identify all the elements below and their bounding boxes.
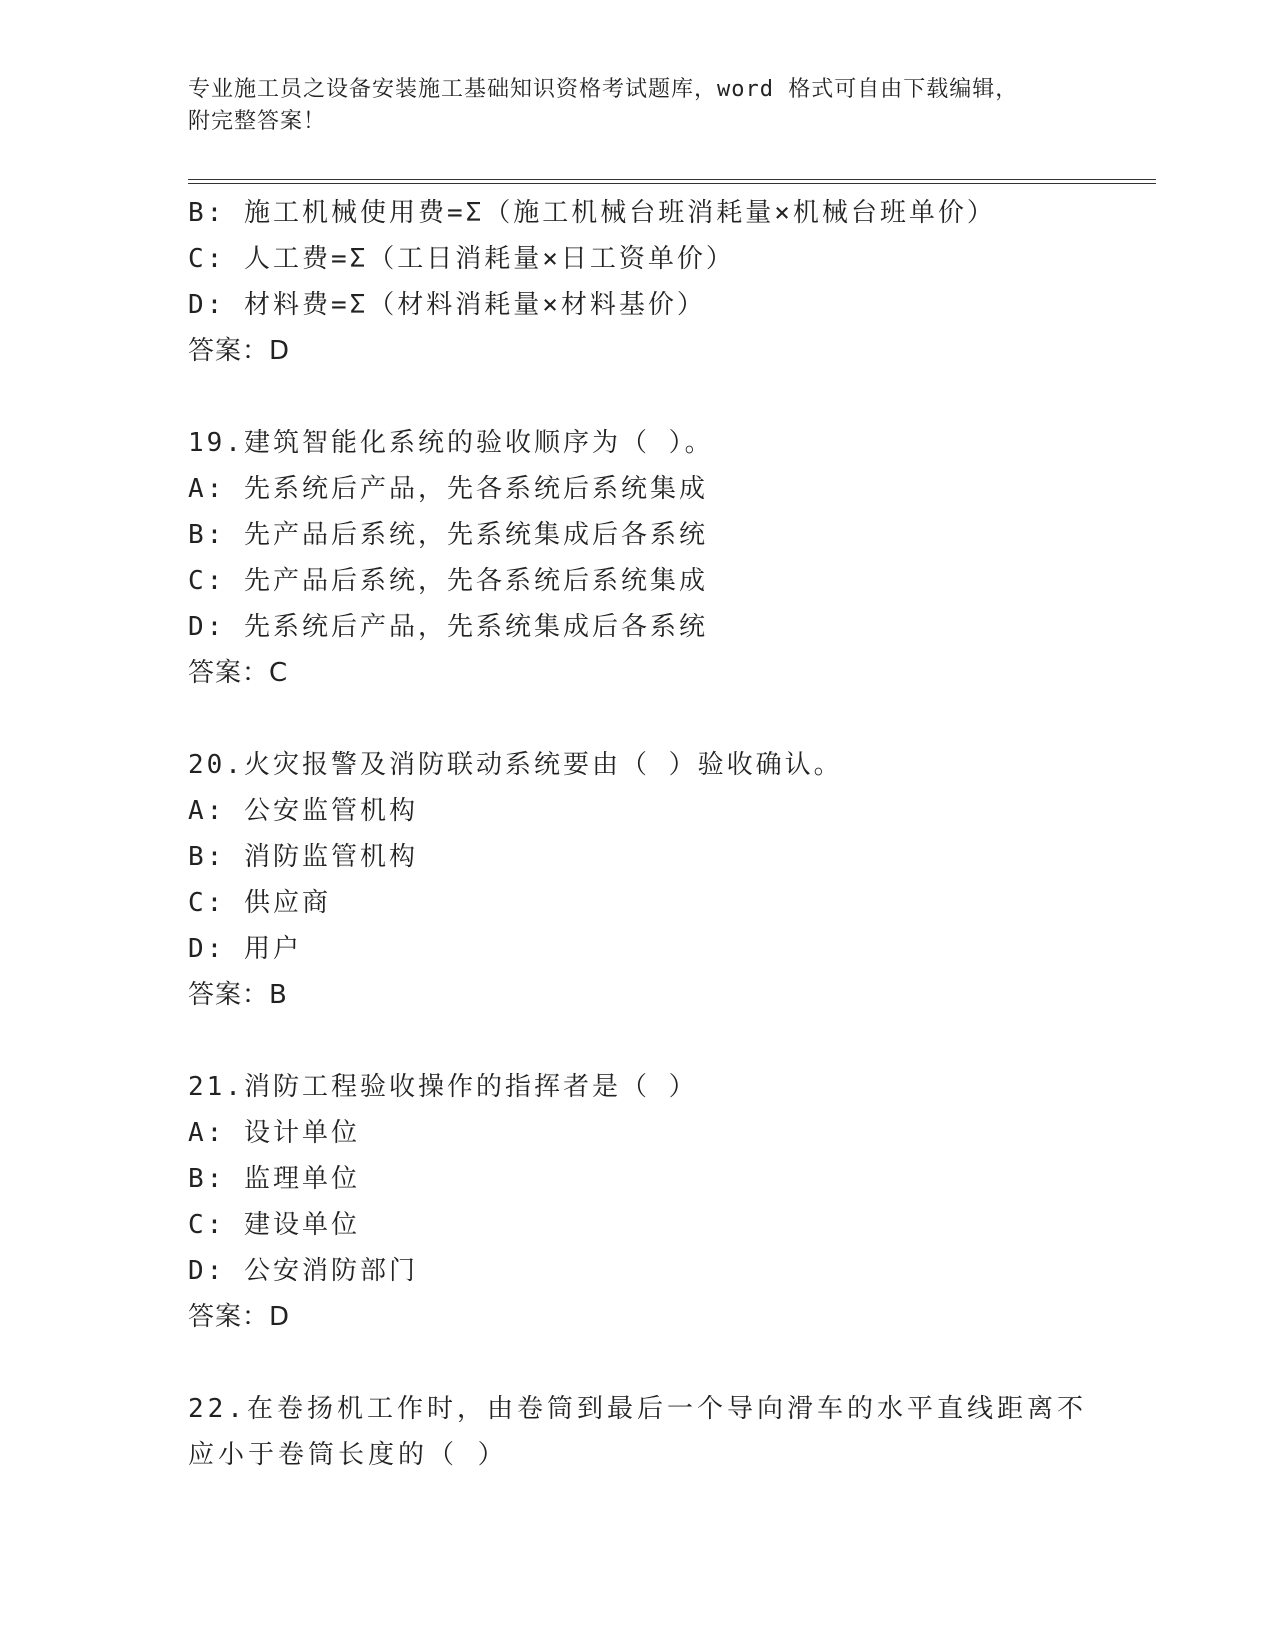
question-22-block xyxy=(188,1386,1088,1478)
q20-answer: 答案：B xyxy=(188,980,288,1010)
q19-question: 19.建筑智能化系统的验收顺序为（ ）。 xyxy=(188,428,714,458)
document-body xyxy=(188,190,1088,1478)
q21-option-b: B: 监理单位 xyxy=(188,1164,360,1194)
q18-option-d: D: 材料费=Σ（材料消耗量×材料基价） xyxy=(188,290,706,320)
q18-option-c: C: 人工费=Σ（工日消耗量×日工资单价） xyxy=(188,244,735,274)
spacer xyxy=(188,696,1088,742)
q19-answer: 答案：C xyxy=(188,658,289,688)
header-divider-top xyxy=(188,179,1156,180)
q21-question: 21.消防工程验收操作的指挥者是（ ） xyxy=(188,1072,698,1102)
q19-option-b: B: 先产品后系统，先系统集成后各系统 xyxy=(188,520,708,550)
q21-option-a: A: 设计单位 xyxy=(188,1118,360,1148)
q19-option-c: C: 先产品后系统，先各系统后系统集成 xyxy=(188,566,708,596)
q19-option-a: A: 先系统后产品，先各系统后系统集成 xyxy=(188,474,708,504)
question-18-block xyxy=(188,190,1088,374)
q21-option-d: D: 公安消防部门 xyxy=(188,1256,418,1286)
spacer xyxy=(188,1018,1088,1064)
q19-option-d: D: 先系统后产品，先系统集成后各系统 xyxy=(188,612,708,642)
q20-option-d: D: 用户 xyxy=(188,934,302,964)
q18-answer: 答案：D xyxy=(188,336,291,366)
q21-answer: 答案：D xyxy=(188,1302,291,1332)
spacer xyxy=(188,1340,1088,1386)
spacer xyxy=(188,374,1088,420)
q20-option-b: B: 消防监管机构 xyxy=(188,842,418,872)
header-line-2: 附完整答案！ xyxy=(188,109,327,134)
q18-option-b: B: 施工机械使用费=Σ（施工机械台班消耗量×机械台班单价） xyxy=(188,198,996,228)
header-divider-bottom xyxy=(188,183,1156,184)
q20-option-c: C: 供应商 xyxy=(188,888,331,918)
q22-question: 22.在卷扬机工作时，由卷筒到最后一个导向滑车的水平直线距离不应小于卷筒长度的（ ） xyxy=(188,1394,1087,1470)
question-20-block xyxy=(188,742,1088,1018)
q20-question: 20.火灾报警及消防联动系统要由（ ）验收确认。 xyxy=(188,750,843,780)
document-header xyxy=(188,74,1088,138)
question-19-block xyxy=(188,420,1088,696)
header-line-1: 专业施工员之设备安装施工基础知识资格考试题库，word 格式可自由下载编辑， xyxy=(188,77,1019,102)
q20-option-a: A: 公安监管机构 xyxy=(188,796,418,826)
question-21-block xyxy=(188,1064,1088,1340)
q21-option-c: C: 建设单位 xyxy=(188,1210,360,1240)
